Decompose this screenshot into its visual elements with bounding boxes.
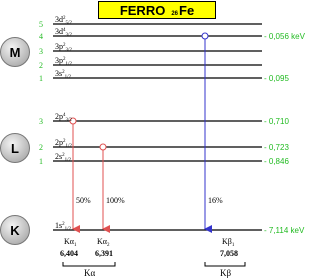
- m5-index: 5: [39, 20, 43, 29]
- m4-term: $3d^4_{3/2}$: [55, 27, 72, 38]
- line-energy-ka1: 6,404: [60, 249, 78, 258]
- m2-term: $3p^2_{1/2}$: [55, 56, 72, 67]
- energy-m1: - 0,095: [264, 74, 289, 83]
- percent-ka2: 100%: [106, 196, 125, 205]
- line-name-kb1: $K\beta_1$: [222, 237, 235, 248]
- energy-l2: - 0,723: [264, 143, 289, 152]
- bracket-beta: [205, 262, 245, 266]
- m1-index: 1: [39, 74, 43, 83]
- l3-term: $2p^4_{3/2}$: [55, 112, 72, 123]
- energy-l3: - 0,710: [264, 117, 289, 126]
- shell-k: K: [0, 215, 30, 245]
- percent-ka1: 50%: [76, 196, 91, 205]
- energy-l1: - 0,846: [264, 157, 289, 166]
- line-name-ka2: $K\alpha_2$: [97, 237, 110, 248]
- transition-ka2-origin: [100, 144, 106, 150]
- group-label-alpha: Kα: [84, 268, 96, 278]
- l2-index: 2: [39, 143, 43, 152]
- energy-k: - 7,114 keV: [264, 226, 305, 235]
- title-element: FERRO: [119, 2, 166, 18]
- title-symbol: Fe: [179, 2, 195, 18]
- m1-term: $3s^2_{1/2}$: [55, 69, 72, 80]
- l1-index: 1: [39, 157, 43, 166]
- k-term: $1s^2_{1/2}$: [55, 221, 72, 232]
- title-atomic-number: 26: [171, 11, 178, 17]
- m3-index: 3: [39, 47, 43, 56]
- group-label-beta: Kβ: [220, 268, 232, 278]
- transition-kb1-origin: [202, 33, 208, 39]
- l1-term: $2s^2_{1/2}$: [55, 152, 72, 163]
- shell-l: L: [0, 133, 30, 163]
- l3-index: 3: [39, 117, 43, 126]
- line-energy-kb1: 7,058: [220, 249, 238, 258]
- l2-term: $2p^2_{1/2}$: [55, 138, 72, 149]
- bracket-alpha: [63, 262, 115, 266]
- percent-kb1: 16%: [208, 196, 223, 205]
- m5-term: $3d^2_{5/2}$: [55, 15, 72, 26]
- shell-m: M: [0, 37, 30, 67]
- line-name-ka1: $K\alpha_1$: [64, 237, 77, 248]
- m3-term: $3p^2_{3/2}$: [55, 42, 72, 53]
- m4-index: 4: [39, 32, 43, 41]
- energy-m4: - 0,056 keV: [264, 32, 305, 41]
- line-energy-ka2: 6,391: [95, 249, 113, 258]
- m2-index: 2: [39, 61, 43, 70]
